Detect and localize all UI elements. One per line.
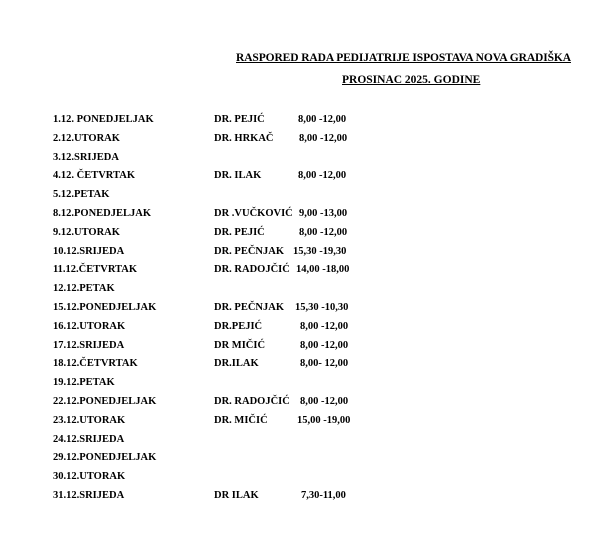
schedule-hours: 8,00 -12,00 [300, 339, 349, 351]
schedule-doctor: DR. MIČIĆ [214, 414, 268, 426]
schedule-hours: 9,00 -13,00 [299, 207, 348, 219]
schedule-doctor: DR MIČIĆ [214, 339, 266, 351]
schedule-day: 10.12.SRIJEDA [53, 245, 125, 257]
schedule-row [53, 170, 573, 189]
schedule-hours: 7,30-11,00 [301, 489, 346, 501]
schedule-row [53, 302, 573, 321]
schedule-hours: 8,00 -12,00 [298, 170, 347, 182]
schedule-doctor: DR. RADOJČIĆ [214, 264, 290, 276]
schedule-doctor: DR .VUČKOVIĆ [214, 207, 293, 219]
schedule-row [53, 133, 573, 152]
schedule-row [53, 114, 573, 133]
schedule-doctor: DR. PEJIĆ [214, 226, 265, 238]
schedule-day: 30.12.UTORAK [53, 471, 126, 483]
schedule-day: 5.12.PETAK [53, 189, 110, 201]
schedule-hours: 8,00 -12,00 [300, 395, 349, 407]
schedule-row [53, 434, 573, 453]
schedule-day: 12.12.PETAK [53, 283, 115, 295]
schedule-hours: 8,00 -12,00 [299, 226, 348, 238]
schedule-hours: 8,00 -12,00 [298, 114, 347, 125]
schedule-day: 8.12.PONEDJELJAK [53, 207, 152, 219]
schedule-list [53, 114, 573, 509]
schedule-day: 16.12.UTORAK [53, 320, 126, 332]
schedule-day: 24.12.SRIJEDA [53, 433, 125, 445]
schedule-day: 17.12.SRIJEDA [53, 339, 125, 351]
schedule-row [53, 321, 573, 340]
schedule-hours: 14,00 -18,00 [296, 264, 350, 276]
schedule-row [53, 264, 573, 283]
schedule-row [53, 377, 573, 396]
schedule-day: 2.12.UTORAK [53, 132, 120, 144]
schedule-hours: 8,00- 12,00 [300, 358, 349, 370]
schedule-row [53, 452, 573, 471]
schedule-day: 31.12.SRIJEDA [53, 489, 125, 501]
schedule-row [53, 358, 573, 377]
schedule-row [53, 471, 573, 490]
schedule-doctor: DR.ILAK [214, 358, 259, 370]
schedule-row [53, 490, 573, 509]
schedule-doctor: DR. HRKAČ [214, 132, 274, 144]
schedule-day: 29.12.PONEDJELJAK [53, 452, 157, 464]
schedule-row [53, 396, 573, 415]
schedule-row [53, 227, 573, 246]
schedule-day: 19.12.PETAK [53, 377, 115, 389]
document-subtitle: PROSINAC 2025. GODINE [342, 74, 481, 86]
schedule-doctor: DR. PEČNJAK [214, 301, 284, 313]
schedule-doctor: DR. RADOJČIĆ [214, 395, 290, 407]
schedule-day: 18.12.ČETVRTAK [53, 358, 138, 370]
schedule-hours: 15,00 -19,00 [297, 414, 351, 426]
schedule-row [53, 189, 573, 208]
schedule-day: 1.12. PONEDJELJAK [53, 114, 154, 125]
schedule-hours: 8,00 -12,00 [300, 320, 349, 332]
schedule-day: 4.12. ČETVRTAK [53, 170, 135, 182]
schedule-row [53, 152, 573, 171]
schedule-row [53, 208, 573, 227]
schedule-row [53, 246, 573, 265]
schedule-hours: 15,30 -10,30 [295, 301, 349, 313]
schedule-doctor: DR ILAK [214, 489, 259, 501]
document-title: RASPORED RADA PEDIJATRIJE ISPOSTAVA NOVA GRADIŠKA [236, 52, 571, 64]
schedule-row [53, 340, 573, 359]
schedule-doctor: DR. PEJIĆ [214, 114, 265, 125]
schedule-day: 22.12.PONEDJELJAK [53, 395, 157, 407]
schedule-day: 15.12.PONEDJELJAK [53, 301, 157, 313]
schedule-hours: 15,30 -19,30 [293, 245, 347, 257]
schedule-day: 9.12.UTORAK [53, 226, 120, 238]
schedule-doctor: DR. ILAK [214, 170, 262, 182]
schedule-doctor: DR. PEČNJAK [214, 245, 284, 257]
schedule-doctor: DR.PEJIĆ [214, 320, 263, 332]
schedule-day: 3.12.SRIJEDA [53, 151, 119, 163]
schedule-row [53, 415, 573, 434]
schedule-day: 11.12.ČETVRTAK [53, 264, 138, 276]
schedule-day: 23.12.UTORAK [53, 414, 126, 426]
schedule-row [53, 283, 573, 302]
schedule-hours: 8,00 -12,00 [299, 132, 348, 144]
